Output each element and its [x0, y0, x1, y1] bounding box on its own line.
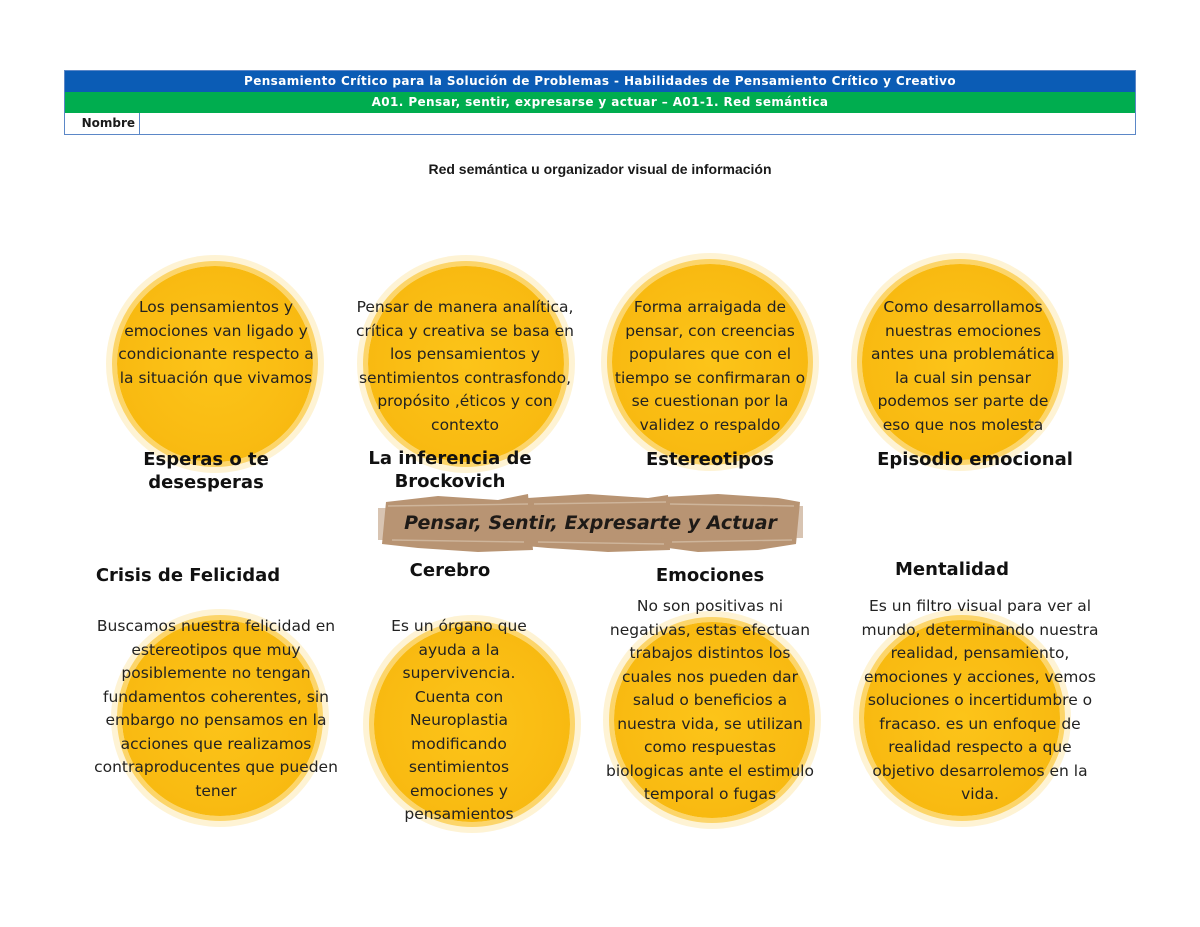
card-text-mentalidad: Es un filtro visual para ver al mundo, determinando nuestra realidad, pensamiento, emociones y acciones, vemos soluciones o incertidumbre o fracaso. es un enfoque de realidad respecto a que objetivo desarrolemos en la vida.: [861, 597, 1099, 803]
document-header: [64, 70, 1136, 135]
card-title-inferencia: La inferencia de Brockovich: [368, 448, 532, 492]
card-text-inferencia: Pensar de manera analítica, crítica y creativa se basa en los pensamientos y sentimientos contrasfondo, propósito ,éticos y con contexto: [356, 298, 574, 434]
card-title-episodio: Episodio emocional: [877, 449, 1073, 470]
card-title-estereotipos: Estereotipos: [645, 449, 774, 470]
activity-title: A01. Pensar, sentir, expresarse y actuar – A01-1. Red semántica: [65, 92, 1135, 113]
card-title-mentalidad: Mentalidad: [895, 559, 1009, 580]
document-title: Red semántica u organizador visual de información: [428, 161, 772, 177]
name-row: [65, 113, 1135, 134]
card-text-esperas: Los pensamientos y emociones van ligado y condicionante respecto a la situación que vivamos: [118, 298, 314, 387]
card-title-esperas: Esperas o te desesperas: [143, 449, 269, 493]
card-text-emociones: No son positivas ni negativas, estas efectuan trabajos distintos los cuales nos pueden dar salud o beneficios a nuestra vida, se utilizan como respuestas biologicas ante el estimulo temporal o fugas: [606, 597, 814, 803]
name-field[interactable]: [140, 113, 1135, 134]
course-title: Pensamiento Crítico para la Solución de Problemas - Habilidades de Pensamiento Crítico y Creativo: [65, 71, 1135, 92]
card-text-cerebro: Es un órgano que ayuda a la supervivencia. Cuenta con Neuroplastia modificando sentimientos emociones y pensamientos: [391, 617, 527, 823]
central-concept: Pensar, Sentir, Expresarte y Actuar: [404, 512, 777, 534]
card-title-cerebro: Cerebro: [409, 560, 491, 581]
card-text-crisis: Buscamos nuestra felicidad en estereotipos que muy posiblemente no tengan fundamentos coherentes, sin embargo no pensamos en la acciones que realizamos contraproducentes que pueden tener: [94, 617, 338, 800]
card-title-crisis: Crisis de Felicidad: [95, 565, 281, 586]
card-text-episodio: Como desarrollamos nuestras emociones antes una problemática la cual sin pensar podemos ser parte de eso que nos molesta: [870, 298, 1056, 434]
card-text-estereotipos: Forma arraigada de pensar, con creencias populares que con el tiempo se confirmaran o se cuestionan por la validez o respaldo: [614, 298, 806, 434]
central-banner: [378, 492, 803, 554]
name-label: Nombre: [65, 113, 140, 134]
card-title-emociones: Emociones: [655, 565, 765, 586]
